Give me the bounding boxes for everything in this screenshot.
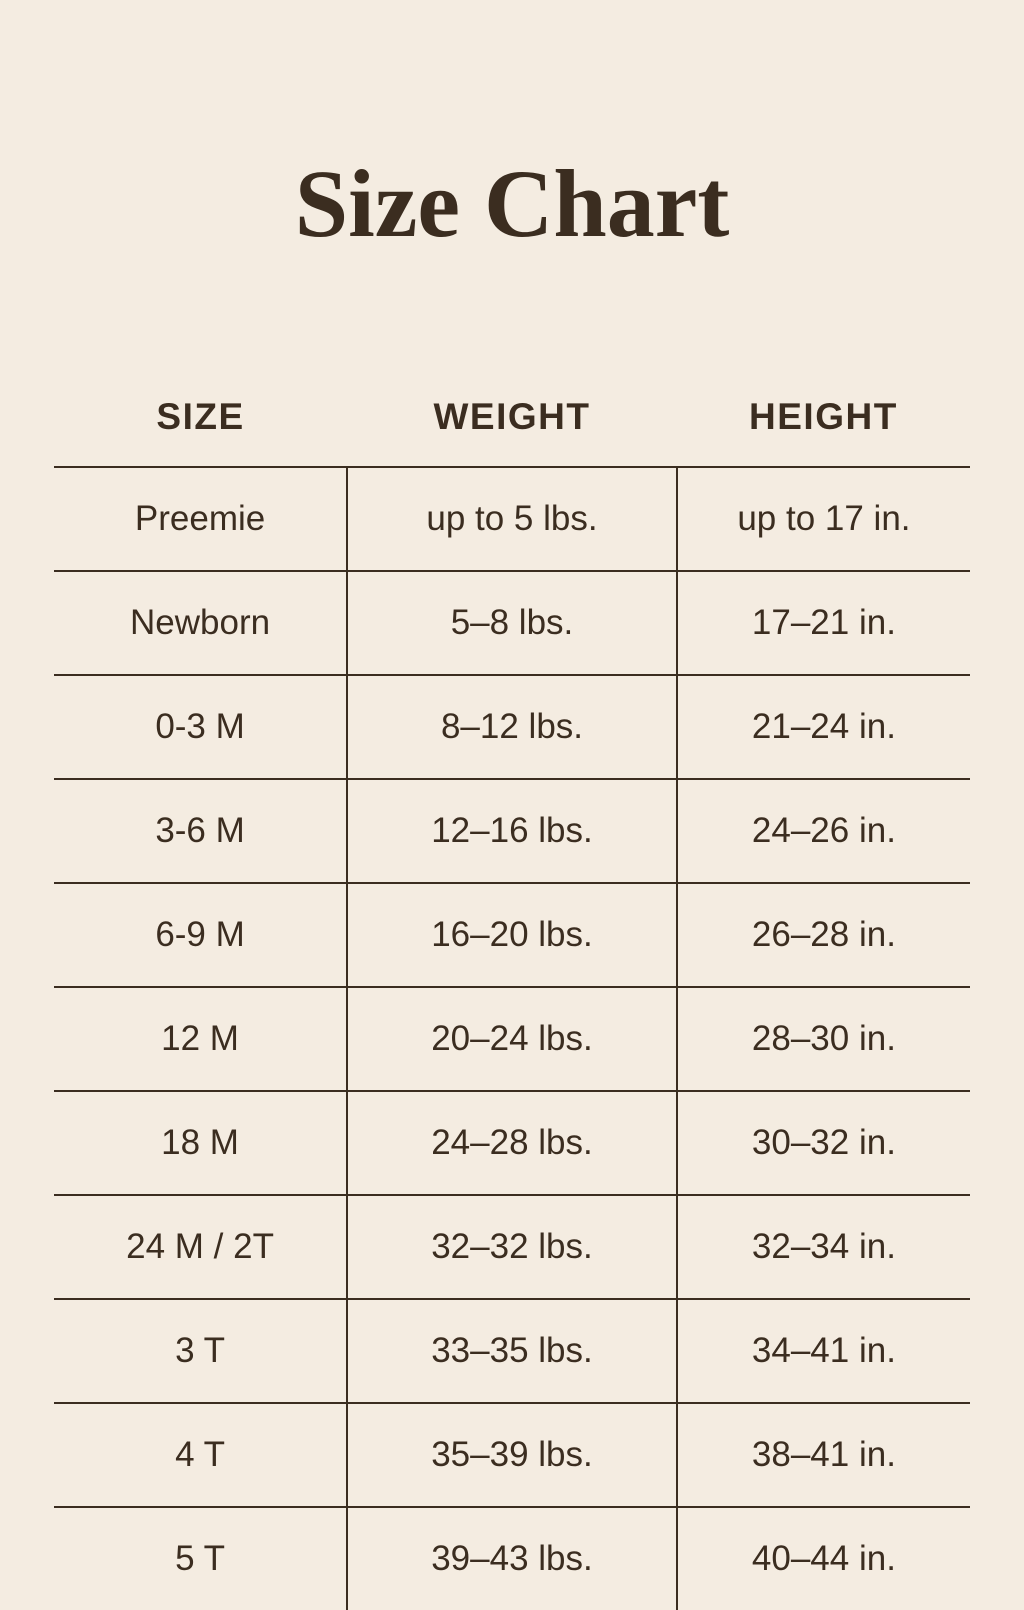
cell-weight: 5–8 lbs. (347, 571, 677, 675)
table-row (54, 779, 970, 883)
size-chart-page (0, 64, 1024, 1600)
table-row (54, 1403, 970, 1507)
table-row (54, 1195, 970, 1299)
cell-height: 17–21 in. (677, 571, 970, 675)
size-chart-table (54, 395, 970, 1610)
table-row (54, 987, 970, 1091)
cell-height: 24–26 in. (677, 779, 970, 883)
cell-height: 32–34 in. (677, 1195, 970, 1299)
cell-height: 38–41 in. (677, 1403, 970, 1507)
cell-weight: 24–28 lbs. (347, 1091, 677, 1195)
size-chart-table-wrapper (54, 317, 970, 1610)
cell-size: Preemie (54, 467, 347, 571)
cell-height: 30–32 in. (677, 1091, 970, 1195)
table-row (54, 571, 970, 675)
table-row (54, 1091, 970, 1195)
table-header (54, 395, 970, 467)
cell-size: 6-9 M (54, 883, 347, 987)
table-row (54, 1507, 970, 1610)
cell-size: 4 T (54, 1403, 347, 1507)
table-body (54, 467, 970, 1610)
cell-size: 5 T (54, 1507, 347, 1610)
cell-height: up to 17 in. (677, 467, 970, 571)
column-header-weight: WEIGHT (433, 395, 591, 437)
cell-size: 12 M (54, 987, 347, 1091)
cell-height: 34–41 in. (677, 1299, 970, 1403)
table-row (54, 675, 970, 779)
cell-height: 21–24 in. (677, 675, 970, 779)
cell-size: 3 T (54, 1299, 347, 1403)
cell-weight: up to 5 lbs. (347, 467, 677, 571)
cell-height: 40–44 in. (677, 1507, 970, 1610)
cell-weight: 16–20 lbs. (347, 883, 677, 987)
cell-weight: 12–16 lbs. (347, 779, 677, 883)
table-header-row (54, 395, 970, 467)
column-header-size: SIZE (156, 395, 245, 437)
table-row (54, 1299, 970, 1403)
cell-weight: 33–35 lbs. (347, 1299, 677, 1403)
cell-size: 3-6 M (54, 779, 347, 883)
cell-weight: 39–43 lbs. (347, 1507, 677, 1610)
cell-size: 24 M / 2T (54, 1195, 347, 1299)
cell-weight: 35–39 lbs. (347, 1403, 677, 1507)
cell-size: 18 M (54, 1091, 347, 1195)
table-row (54, 883, 970, 987)
cell-size: 0-3 M (54, 675, 347, 779)
cell-weight: 20–24 lbs. (347, 987, 677, 1091)
cell-weight: 32–32 lbs. (347, 1195, 677, 1299)
page-title: Size Chart (294, 150, 730, 258)
cell-weight: 8–12 lbs. (347, 675, 677, 779)
cell-height: 26–28 in. (677, 883, 970, 987)
column-header-height: HEIGHT (749, 395, 898, 437)
table-row (54, 467, 970, 571)
cell-height: 28–30 in. (677, 987, 970, 1091)
cell-size: Newborn (54, 571, 347, 675)
